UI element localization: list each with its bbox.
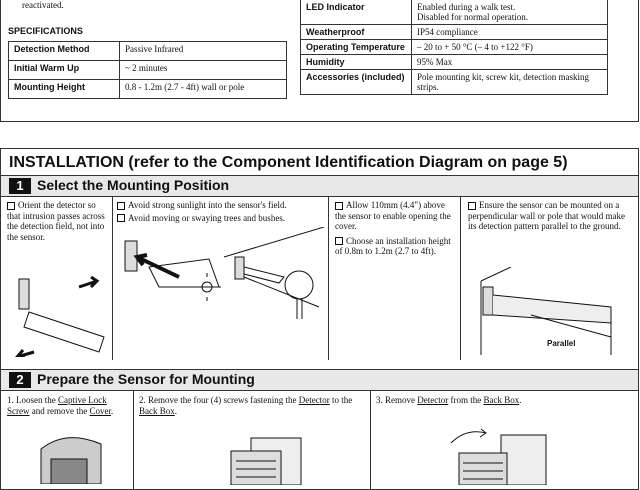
divider — [0, 121, 639, 122]
step-number: 1 — [9, 178, 31, 194]
detector-screws-illustration — [211, 433, 311, 485]
step-title: Prepare the Sensor for Mounting — [37, 371, 255, 387]
installation-title: INSTALLATION (refer to the Component Identification Diagram on page 5) — [9, 154, 568, 171]
instruction-text: 2. Remove the four (4) screws fastening the — [139, 395, 299, 405]
captive-lock-screw-link: Captive Lock Screw — [7, 395, 107, 416]
table-row — [301, 25, 608, 40]
spec-value — [412, 0, 608, 25]
instruction-text: 1. Loosen the — [7, 395, 58, 405]
divider — [328, 197, 329, 360]
detector-link: Detector — [417, 395, 449, 405]
spec-value-line: Disabled for normal operation. — [417, 12, 528, 22]
spec-value: 0.8 - 1.2m (2.7 - 4ft) wall or pole — [120, 80, 287, 99]
installation-section — [0, 148, 639, 490]
spec-key: Mounting Height — [9, 80, 120, 99]
spec-key: Operating Temperature — [301, 40, 412, 55]
spec-value-line: Enabled during a walk test. — [417, 2, 516, 12]
checkbox-icon — [7, 202, 15, 210]
step1-col1-label: Orient the detector so that intrusion passes across the detection field, not into the sensor. — [7, 200, 105, 242]
table-row — [9, 61, 287, 80]
table-row — [301, 40, 608, 55]
checkbox-icon — [335, 202, 343, 210]
divider — [112, 197, 113, 360]
step1-body — [1, 197, 638, 360]
checkbox-icon — [117, 214, 125, 222]
step-number: 2 — [9, 372, 31, 388]
spec-key: Detection Method — [9, 42, 120, 61]
step1-header — [1, 175, 638, 197]
divider — [370, 391, 371, 489]
step1-col3-text — [335, 200, 453, 257]
spec-value: Pole mounting kit, screw kit, detection masking strips. — [412, 70, 608, 95]
instruction-text: to the — [329, 395, 353, 405]
detector-link: Detector — [298, 395, 330, 405]
table-row — [9, 80, 287, 99]
table-row — [301, 55, 608, 70]
checkbox-icon — [117, 202, 125, 210]
spec-value: Passive Infrared — [120, 42, 287, 61]
right-specs-table — [300, 0, 608, 95]
spec-value: IP54 compliance — [412, 25, 608, 40]
step2-instruction-2 — [139, 395, 365, 416]
checkbox-icon — [468, 202, 476, 210]
spec-value: ~ 2 minutes — [120, 61, 287, 80]
instruction-text: . — [519, 395, 522, 405]
parallel-mounting-illustration — [471, 267, 621, 359]
tree-icon — [285, 271, 313, 299]
spec-key: Humidity — [301, 55, 412, 70]
checkbox-icon — [335, 237, 343, 245]
step-title: Select the Mounting Position — [37, 177, 230, 193]
step1-col1-text — [7, 200, 107, 242]
step2-instruction-3 — [376, 395, 634, 406]
instruction-text: and remove the — [29, 405, 90, 416]
instruction-text: . — [110, 405, 114, 416]
divider — [460, 197, 461, 360]
table-row — [301, 70, 608, 95]
step1-col3-label-a: Allow 110mm (4.4") above the sensor to enable opening the cover. — [335, 200, 451, 231]
specifications-table — [8, 41, 287, 99]
table-row — [9, 42, 287, 61]
divider — [0, 0, 1, 122]
table-row — [301, 0, 608, 25]
detector-field-illustration — [9, 257, 109, 357]
parallel-label: Parallel — [547, 339, 576, 348]
instruction-text: 3. Remove — [376, 395, 418, 405]
step1-col2-label-a: Avoid strong sunlight into the sensor's field. — [128, 200, 287, 210]
spec-value: – 20 to + 50 °C (– 4 to +122 °F) — [412, 40, 608, 55]
spec-key: LED Indicator — [301, 0, 412, 25]
back-box-link: Back Box — [483, 395, 520, 405]
step1-col3-label-b: Choose an installation height of 0.8m to 1.2m (2.7 to 4ft). — [335, 235, 451, 256]
spec-key: Accessories (included) — [301, 70, 412, 95]
spec-key: Initial Warm Up — [9, 61, 120, 80]
sensor-cover-illustration — [31, 429, 111, 484]
specifications-heading: SPECIFICATIONS — [8, 26, 83, 36]
step1-col4-label: Ensure the sensor can be mounted on a perpendicular wall or pole that would make its detection pattern parallel to the ground. — [468, 200, 625, 231]
step1-col2-text — [117, 200, 325, 223]
sunlight-tree-illustration — [119, 227, 324, 357]
step1-col4-text — [468, 200, 626, 232]
spec-value: 95% Max — [412, 55, 608, 70]
remove-detector-illustration — [441, 423, 551, 485]
reactivated-text: reactivated. — [22, 0, 64, 10]
cover-link: Cover — [89, 405, 111, 416]
step2-body — [1, 391, 638, 489]
step2-header — [1, 369, 638, 391]
step2-instruction-1 — [7, 395, 129, 416]
back-box-link: Back Box — [139, 405, 175, 416]
divider — [133, 391, 134, 489]
spec-key: Weatherproof — [301, 25, 412, 40]
instruction-text: from the — [448, 395, 484, 405]
instruction-text: . — [174, 405, 177, 416]
step1-col2-label-b: Avoid moving or swaying trees and bushes. — [128, 212, 286, 223]
divider — [638, 0, 639, 122]
